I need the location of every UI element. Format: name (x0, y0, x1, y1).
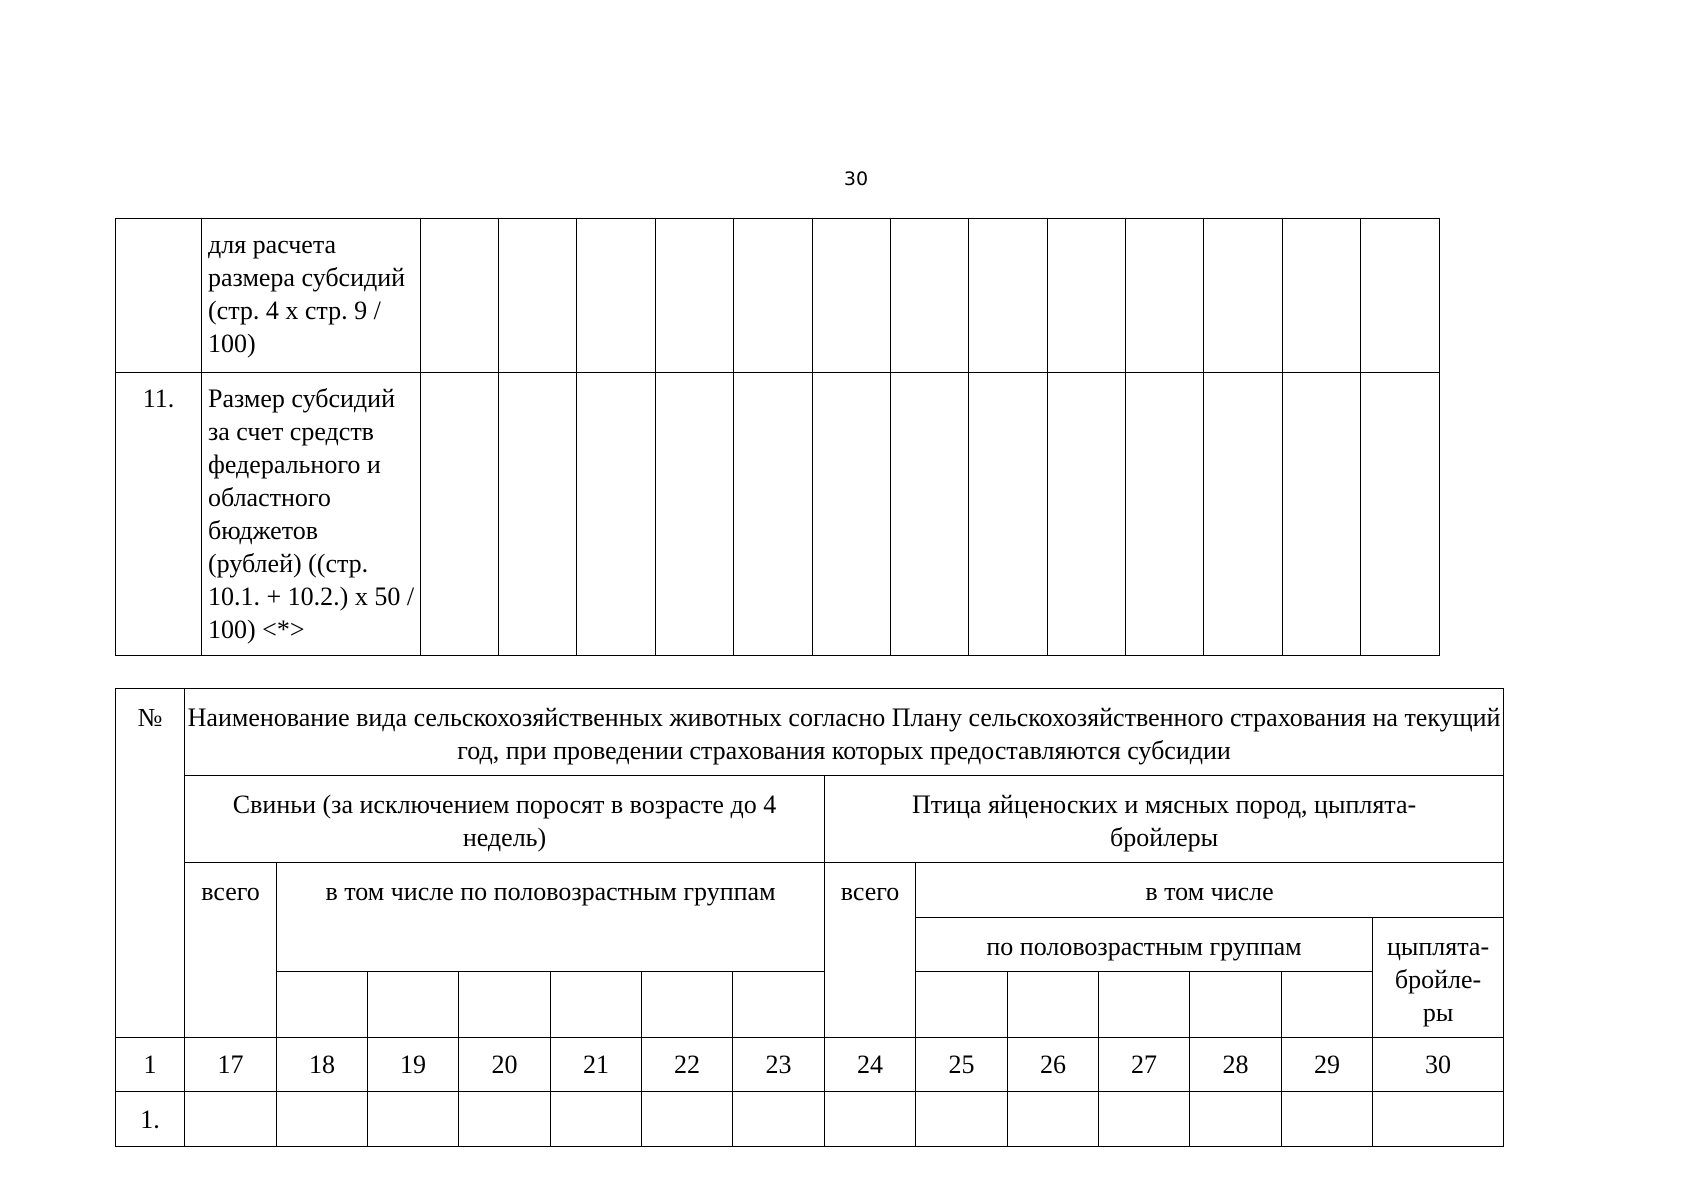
poultry-group-header: Птица яйценоских и мясных пород, цыплята-бройлеры (825, 776, 1504, 863)
empty-cell (368, 972, 459, 1038)
empty-cell (499, 373, 577, 656)
empty-cell (185, 1092, 277, 1147)
column-number: 26 (1008, 1038, 1099, 1092)
row-label: для расчета размера субсидий (стр. 4 х стр. 9 / 100) (202, 219, 421, 373)
empty-cell (1361, 219, 1440, 373)
row-number: 1. (116, 1092, 185, 1147)
table-row (116, 373, 1440, 656)
column-number: 27 (1099, 1038, 1190, 1092)
row-label: Размер субсидий за счет средств федерального и областного бюджетов (рублей) ((стр. 10.1. + 10.2.) х 50 / 100) <*> (202, 373, 421, 656)
empty-cell (1048, 219, 1126, 373)
empty-cell (1099, 1092, 1190, 1147)
column-number: 22 (642, 1038, 733, 1092)
empty-cell (916, 972, 1008, 1038)
empty-cell (1204, 219, 1283, 373)
row-number: 11. (116, 373, 202, 656)
column-number: 21 (551, 1038, 642, 1092)
column-number: 23 (733, 1038, 825, 1092)
empty-cell (969, 373, 1048, 656)
empty-cell (733, 972, 825, 1038)
column-number: 28 (1190, 1038, 1282, 1092)
pigs-subgroups-header: в том числе по половозрастным группам (277, 863, 825, 972)
empty-cell (1190, 972, 1282, 1038)
empty-cell (368, 1092, 459, 1147)
table-row (116, 1092, 1504, 1147)
table-row (116, 219, 1440, 373)
poultry-including-header: в том числе (916, 863, 1504, 918)
empty-cell (1190, 1092, 1282, 1147)
empty-cell (1126, 373, 1204, 656)
empty-cell (459, 972, 551, 1038)
empty-cell (642, 1092, 733, 1147)
poultry-subgroups-header: по половозрастным группам (916, 918, 1373, 972)
empty-cell (577, 219, 656, 373)
column-number: 1 (116, 1038, 185, 1092)
empty-cell (1048, 373, 1126, 656)
empty-cell (891, 219, 969, 373)
broilers-header: цыплята-бройле-ры (1373, 918, 1504, 1038)
empty-cell (1282, 972, 1373, 1038)
column-number: 24 (825, 1038, 916, 1092)
empty-cell (421, 219, 499, 373)
column-number-row (116, 1038, 1504, 1092)
empty-cell (1361, 373, 1440, 656)
column-number: 30 (1373, 1038, 1504, 1092)
empty-cell (891, 373, 969, 656)
empty-cell (1283, 219, 1361, 373)
empty-cell (813, 373, 891, 656)
column-number: 25 (916, 1038, 1008, 1092)
subsidy-calculation-table (115, 218, 1440, 656)
empty-cell (421, 373, 499, 656)
empty-cell (969, 219, 1048, 373)
poultry-total-header: всего (825, 863, 916, 1038)
pigs-group-header: Свиньи (за исключением поросят в возрасте до 4 недель) (185, 776, 825, 863)
empty-cell (1373, 1092, 1504, 1147)
insurance-animals-table (115, 688, 1504, 1147)
empty-cell (1008, 1092, 1099, 1147)
row-number (116, 219, 202, 373)
pigs-total-header: всего (185, 863, 277, 1038)
empty-cell (656, 219, 734, 373)
empty-cell (825, 1092, 916, 1147)
empty-cell (459, 1092, 551, 1147)
empty-cell (277, 1092, 368, 1147)
empty-cell (1282, 1092, 1373, 1147)
number-header: № (116, 689, 185, 1038)
empty-cell (656, 373, 734, 656)
empty-cell (813, 219, 891, 373)
column-number: 18 (277, 1038, 368, 1092)
empty-cell (916, 1092, 1008, 1147)
empty-cell (1008, 972, 1099, 1038)
empty-cell (1099, 972, 1190, 1038)
empty-cell (642, 972, 733, 1038)
empty-cell (551, 1092, 642, 1147)
empty-cell (1204, 373, 1283, 656)
column-number: 19 (368, 1038, 459, 1092)
column-number: 29 (1282, 1038, 1373, 1092)
empty-cell (499, 219, 577, 373)
empty-cell (734, 219, 813, 373)
animal-type-header: Наименование вида сельскохозяйственных животных согласно Плану сельскохозяйственного страхования на текущий год, при проведении страхования которых предоставляются субсидии (185, 689, 1504, 776)
empty-cell (277, 972, 368, 1038)
page-number: 30 (843, 168, 869, 190)
empty-cell (577, 373, 656, 656)
column-number: 20 (459, 1038, 551, 1092)
empty-cell (551, 972, 642, 1038)
empty-cell (734, 373, 813, 656)
column-number: 17 (185, 1038, 277, 1092)
empty-cell (1126, 219, 1204, 373)
empty-cell (1283, 373, 1361, 656)
empty-cell (733, 1092, 825, 1147)
